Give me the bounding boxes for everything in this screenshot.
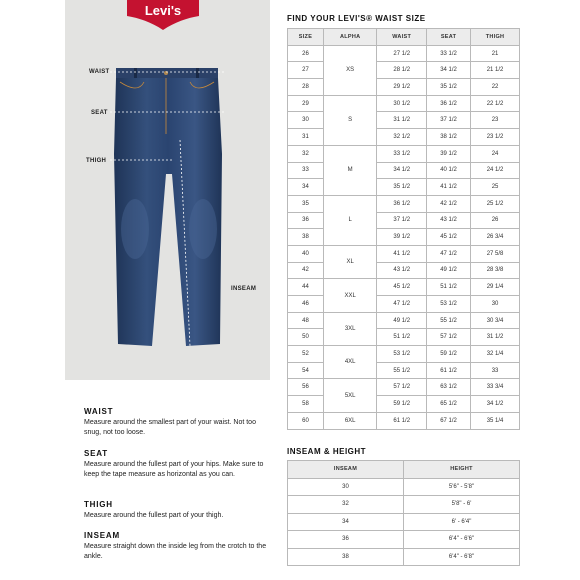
thigh-cell: 26 3/4 [471, 229, 520, 246]
logo-text: Levi's [144, 3, 182, 18]
height-cell: 6'4" - 6'8" [404, 548, 520, 566]
alpha-cell: S [323, 95, 376, 145]
seat-cell: 39 1/2 [427, 145, 471, 162]
seat-cell: 40 1/2 [427, 162, 471, 179]
size-cell: 28 [288, 79, 324, 96]
thigh-cell: 31 1/2 [471, 329, 520, 346]
table-row [288, 112, 520, 129]
inseam-cell: 38 [288, 548, 404, 566]
alpha-cell: 3XL [323, 312, 376, 345]
waist-cell: 43 1/2 [377, 262, 427, 279]
waist-cell: 30 1/2 [377, 95, 427, 112]
seat-cell: 67 1/2 [427, 412, 471, 429]
table-row [288, 162, 520, 179]
inseam-instruction [84, 531, 274, 562]
column-header: HEIGHT [404, 461, 520, 479]
seat-cell: 43 1/2 [427, 212, 471, 229]
instruction-title: SEAT [84, 449, 108, 458]
table-row [288, 531, 520, 549]
size-cell: 46 [288, 296, 324, 313]
size-cell: 50 [288, 329, 324, 346]
alpha-cell: L [323, 195, 376, 245]
table-row [288, 312, 520, 329]
alpha-cell: M [323, 145, 376, 195]
seat-marker-label: SEAT [91, 110, 108, 116]
seat-cell: 34 1/2 [427, 62, 471, 79]
seat-cell: 51 1/2 [427, 279, 471, 296]
seat-cell: 36 1/2 [427, 95, 471, 112]
size-cell: 58 [288, 396, 324, 413]
table-row [288, 362, 520, 379]
seat-cell: 41 1/2 [427, 179, 471, 196]
thigh-cell: 22 1/2 [471, 95, 520, 112]
table-row [288, 212, 520, 229]
thigh-cell: 34 1/2 [471, 396, 520, 413]
waist-cell: 33 1/2 [377, 145, 427, 162]
column-header: SIZE [288, 29, 324, 46]
inseam-cell: 36 [288, 531, 404, 549]
table-row [288, 478, 520, 496]
table-row [288, 262, 520, 279]
waist-cell: 53 1/2 [377, 346, 427, 363]
height-cell: 5'6" - 5'8" [404, 478, 520, 496]
seat-cell: 61 1/2 [427, 362, 471, 379]
height-cell: 5'8" - 6' [404, 496, 520, 514]
seat-cell: 35 1/2 [427, 79, 471, 96]
thigh-cell: 24 [471, 145, 520, 162]
waist-cell: 32 1/2 [377, 129, 427, 146]
alpha-cell: XL [323, 245, 376, 278]
instruction-title: THIGH [84, 500, 113, 509]
table-row [288, 396, 520, 413]
size-cell: 48 [288, 312, 324, 329]
thigh-cell: 35 1/4 [471, 412, 520, 429]
waist-cell: 41 1/2 [377, 245, 427, 262]
seat-cell: 45 1/2 [427, 229, 471, 246]
thigh-cell: 33 [471, 362, 520, 379]
waist-cell: 37 1/2 [377, 212, 427, 229]
seat-instruction [84, 449, 274, 480]
column-header: SEAT [427, 29, 471, 46]
instruction-text: Measure around the fullest part of your thigh. [84, 512, 224, 519]
size-cell: 40 [288, 245, 324, 262]
jeans-illustration [110, 64, 230, 354]
size-cell: 56 [288, 379, 324, 396]
waist-cell: 45 1/2 [377, 279, 427, 296]
thigh-instruction [84, 500, 274, 521]
seat-cell: 47 1/2 [427, 245, 471, 262]
waist-cell: 31 1/2 [377, 112, 427, 129]
seat-cell: 59 1/2 [427, 346, 471, 363]
table-row [288, 95, 520, 112]
waist-cell: 34 1/2 [377, 162, 427, 179]
seat-cell: 37 1/2 [427, 112, 471, 129]
inseam-cell: 32 [288, 496, 404, 514]
size-cell: 60 [288, 412, 324, 429]
table-row [288, 513, 520, 531]
waist-instruction [84, 407, 274, 438]
thigh-cell: 28 3/8 [471, 262, 520, 279]
alpha-cell: 5XL [323, 379, 376, 412]
table-row [288, 129, 520, 146]
size-cell: 26 [288, 45, 324, 62]
alpha-cell: XXL [323, 279, 376, 312]
table-row [288, 548, 520, 566]
table-row [288, 79, 520, 96]
instruction-text: Measure around the fullest part of your hips. Make sure to keep the tape measure as horizontal as you can. [84, 461, 264, 478]
table-row [288, 229, 520, 246]
size-cell: 31 [288, 129, 324, 146]
table-row [288, 379, 520, 396]
table-row [288, 245, 520, 262]
waist-cell: 36 1/2 [377, 195, 427, 212]
table-row [288, 62, 520, 79]
alpha-cell: 6XL [323, 412, 376, 429]
column-header: INSEAM [288, 461, 404, 479]
table-row [288, 346, 520, 363]
waist-cell: 47 1/2 [377, 296, 427, 313]
waist-marker-label: WAIST [89, 69, 110, 75]
waist-cell: 55 1/2 [377, 362, 427, 379]
thigh-cell: 32 1/4 [471, 346, 520, 363]
thigh-cell: 27 5/8 [471, 245, 520, 262]
seat-cell: 38 1/2 [427, 129, 471, 146]
thigh-cell: 25 [471, 179, 520, 196]
size-cell: 44 [288, 279, 324, 296]
waist-cell: 35 1/2 [377, 179, 427, 196]
seat-cell: 63 1/2 [427, 379, 471, 396]
alpha-cell: 4XL [323, 346, 376, 379]
waist-cell: 49 1/2 [377, 312, 427, 329]
instruction-text: Measure straight down the inside leg from the crotch to the ankle. [84, 543, 267, 560]
instruction-title: WAIST [84, 407, 114, 416]
levis-logo [125, 0, 201, 30]
size-cell: 54 [288, 362, 324, 379]
size-cell: 34 [288, 179, 324, 196]
column-header: THIGH [471, 29, 520, 46]
size-cell: 38 [288, 229, 324, 246]
waist-table-title: FIND YOUR LEVI'S® WAIST SIZE [287, 14, 426, 23]
height-table-title: INSEAM & HEIGHT [287, 447, 367, 456]
thigh-cell: 23 1/2 [471, 129, 520, 146]
table-row [288, 279, 520, 296]
thigh-cell: 21 1/2 [471, 62, 520, 79]
seat-cell: 55 1/2 [427, 312, 471, 329]
inseam-marker-label: INSEAM [231, 286, 257, 292]
waist-cell: 29 1/2 [377, 79, 427, 96]
seat-cell: 42 1/2 [427, 195, 471, 212]
seat-cell: 65 1/2 [427, 396, 471, 413]
size-cell: 27 [288, 62, 324, 79]
table-row [288, 45, 520, 62]
size-cell: 30 [288, 112, 324, 129]
thigh-cell: 23 [471, 112, 520, 129]
waist-cell: 39 1/2 [377, 229, 427, 246]
seat-cell: 49 1/2 [427, 262, 471, 279]
table-row [288, 179, 520, 196]
waist-cell: 51 1/2 [377, 329, 427, 346]
size-cell: 42 [288, 262, 324, 279]
seat-cell: 53 1/2 [427, 296, 471, 313]
thigh-cell: 30 [471, 296, 520, 313]
table-row [288, 412, 520, 429]
alpha-cell: XS [323, 45, 376, 95]
thigh-cell: 26 [471, 212, 520, 229]
size-cell: 36 [288, 212, 324, 229]
seat-cell: 57 1/2 [427, 329, 471, 346]
thigh-cell: 30 3/4 [471, 312, 520, 329]
thigh-cell: 25 1/2 [471, 195, 520, 212]
waist-cell: 27 1/2 [377, 45, 427, 62]
size-cell: 32 [288, 145, 324, 162]
column-header: ALPHA [323, 29, 376, 46]
size-cell: 29 [288, 95, 324, 112]
waist-cell: 28 1/2 [377, 62, 427, 79]
column-header: WAIST [377, 29, 427, 46]
height-cell: 6'4" - 6'6" [404, 531, 520, 549]
size-cell: 33 [288, 162, 324, 179]
size-cell: 35 [288, 195, 324, 212]
inseam-cell: 30 [288, 478, 404, 496]
table-row [288, 329, 520, 346]
size-cell: 52 [288, 346, 324, 363]
thigh-cell: 33 3/4 [471, 379, 520, 396]
waist-cell: 57 1/2 [377, 379, 427, 396]
instruction-text: Measure around the smallest part of your waist. Not too snug, not too loose. [84, 419, 256, 436]
seat-cell: 33 1/2 [427, 45, 471, 62]
waist-size-table [287, 28, 520, 430]
waist-cell: 61 1/2 [377, 412, 427, 429]
table-row [288, 296, 520, 313]
thigh-cell: 21 [471, 45, 520, 62]
inseam-height-table [287, 460, 520, 566]
waist-cell: 59 1/2 [377, 396, 427, 413]
table-row [288, 145, 520, 162]
thigh-marker-label: THIGH [86, 158, 107, 164]
instruction-title: INSEAM [84, 531, 120, 540]
height-cell: 6' - 6'4" [404, 513, 520, 531]
thigh-cell: 22 [471, 79, 520, 96]
thigh-cell: 29 1/4 [471, 279, 520, 296]
thigh-cell: 24 1/2 [471, 162, 520, 179]
table-row [288, 496, 520, 514]
inseam-cell: 34 [288, 513, 404, 531]
table-row [288, 195, 520, 212]
